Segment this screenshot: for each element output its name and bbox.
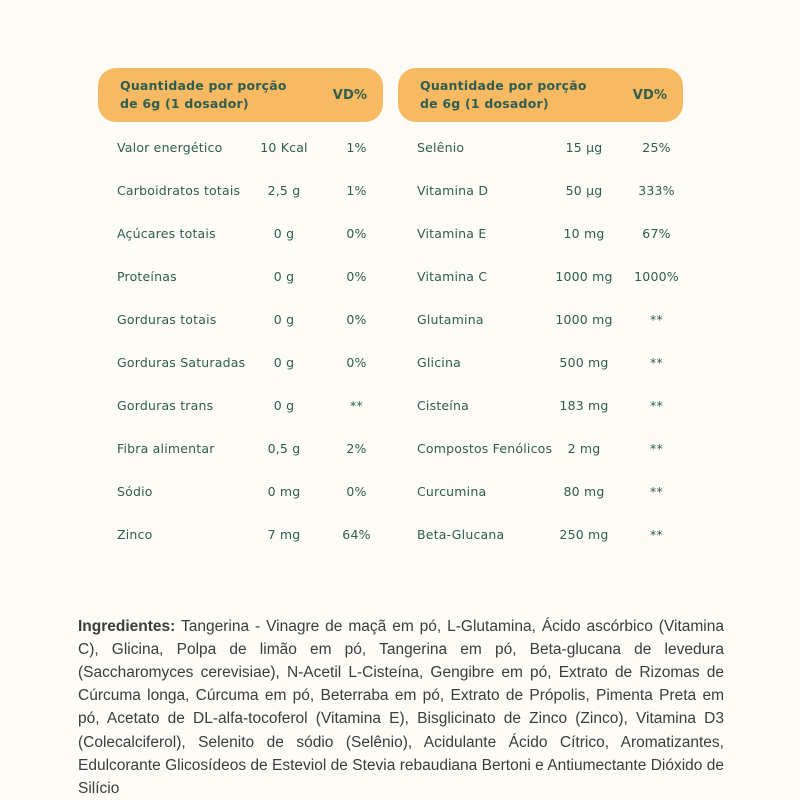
nutrition-table-left [98,68,383,556]
nutrient-name: Vitamina D [417,183,489,198]
table-header-left [98,68,383,122]
serving-size-line1: Quantidade por porção [120,77,287,93]
table-row [98,384,383,427]
nutrient-amount: 50 µg [565,183,603,198]
table-row [398,126,683,169]
nutrient-name: Fibra alimentar [117,441,215,456]
nutrient-name: Beta-Glucana [417,527,505,542]
nutrient-amount: 7 mg [267,527,301,542]
nutrient-amount: 0 g [273,355,295,370]
ingredients-paragraph [78,615,724,800]
serving-size-line2: de 6g (1 dosador) [120,96,249,111]
nutrient-amount: 15 µg [565,140,603,155]
nutrient-amount: 2 mg [567,441,601,456]
nutrient-amount: 10 Kcal [260,140,308,155]
daily-value-heading: VD% [332,87,368,103]
table-row [398,298,683,341]
nutrition-table-right [398,68,683,556]
nutrient-dv-percent: 0% [346,484,367,499]
serving-size-heading [398,77,623,113]
nutrient-name: Açúcares totais [117,226,216,241]
table-row [98,513,383,556]
nutrient-name: Compostos Fenólicos [417,441,553,456]
table-rows-left [98,126,383,556]
nutrient-dv-percent: ** [650,441,663,456]
table-row [98,341,383,384]
table-row [98,298,383,341]
table-row [398,341,683,384]
nutrient-name: Glutamina [417,312,484,327]
nutrient-amount: 0 g [273,312,295,327]
nutrient-dv-percent: ** [650,312,663,327]
nutrient-amount: 0 g [273,398,295,413]
table-row [98,470,383,513]
nutrient-name: Zinco [117,527,153,542]
nutrient-name: Cisteína [417,398,469,413]
nutrient-name: Glicina [417,355,461,370]
table-row [398,169,683,212]
serving-size-heading [98,77,323,113]
table-row [98,427,383,470]
nutrient-dv-percent: 0% [346,226,367,241]
nutrient-dv-percent: ** [650,398,663,413]
table-row [398,470,683,513]
nutrient-amount: 250 mg [559,527,609,542]
nutrient-dv-percent: 67% [642,226,671,241]
serving-size-line1: Quantidade por porção [420,77,587,93]
nutrient-amount: 0 mg [267,484,301,499]
nutrient-dv-percent: ** [350,398,363,413]
table-row [398,427,683,470]
table-row [398,513,683,556]
nutrient-amount: 0,5 g [267,441,301,456]
nutrient-name: Valor energético [117,140,223,155]
table-row [98,169,383,212]
nutrient-amount: 80 mg [563,484,605,499]
table-row [98,212,383,255]
nutrient-amount: 2,5 g [267,183,301,198]
nutrient-name: Proteínas [117,269,177,284]
table-row [398,384,683,427]
nutrient-dv-percent: 1% [346,140,367,155]
nutrient-dv-percent: 25% [642,140,671,155]
nutrient-dv-percent: 64% [342,527,371,542]
serving-size-line2: de 6g (1 dosador) [420,96,549,111]
nutrient-dv-percent: ** [650,527,663,542]
nutrient-name: Gorduras totais [117,312,217,327]
nutrient-dv-percent: ** [650,355,663,370]
nutrient-amount: 1000 mg [555,312,613,327]
table-row [398,255,683,298]
nutrient-name: Sódio [117,484,153,499]
nutrient-amount: 10 mg [563,226,605,241]
nutrient-name: Carboidratos totais [117,183,241,198]
nutrient-dv-percent: ** [650,484,663,499]
nutrient-dv-percent: 1000% [634,269,679,284]
nutrient-amount: 500 mg [559,355,609,370]
nutrient-name: Vitamina C [417,269,488,284]
nutrient-name: Vitamina E [417,226,487,241]
table-row [398,212,683,255]
table-row [98,255,383,298]
ingredients-text: Tangerina - Vinagre de maçã em pó, L-Glutamina, Ácido ascórbico (Vitamina C), Glicina, Polpa de limão em pó, Tangerina em pó, Beta-glucana de levedura (Saccharomyces cerevisiae), N-Acetil L-Cisteína, Gengibre em pó, Extrato de Rizomas de Cúrcuma longa, Cúrcuma em pó, Beterraba em pó, Extrato de Própolis, Pimenta Preta em pó, Acetato de DL-alfa-tocoferol (Vitamina E), Bisglicinato de Zinco (Zinco), Vitamina D3 (Colecalciferol), Selenito de sódio (Selênio), Acidulante Ácido Cítrico, Aromatizantes, Edulcorante Glicosídeos de Esteviol de Stevia rebaudiana Bertoni e Antiumectante Dióxido de Silício [78,617,724,797]
nutrient-dv-percent: 0% [346,269,367,284]
nutrient-name: Gorduras Saturadas [117,355,246,370]
ingredients-label: Ingredientes: [78,617,176,635]
nutrient-dv-percent: 333% [638,183,675,198]
nutrient-amount: 0 g [273,226,295,241]
nutrient-dv-percent: 0% [346,355,367,370]
nutrient-dv-percent: 2% [346,441,367,456]
nutrient-name: Selênio [417,140,465,155]
nutrient-amount: 0 g [273,269,295,284]
table-rows-right [398,126,683,556]
nutrient-amount: 1000 mg [555,269,613,284]
table-row [98,126,383,169]
table-header-right [398,68,683,122]
nutrient-name: Curcumina [417,484,487,499]
nutrient-amount: 183 mg [559,398,609,413]
nutrient-dv-percent: 0% [346,312,367,327]
nutrient-name: Gorduras trans [117,398,214,413]
nutrient-dv-percent: 1% [346,183,367,198]
daily-value-heading: VD% [632,87,668,103]
